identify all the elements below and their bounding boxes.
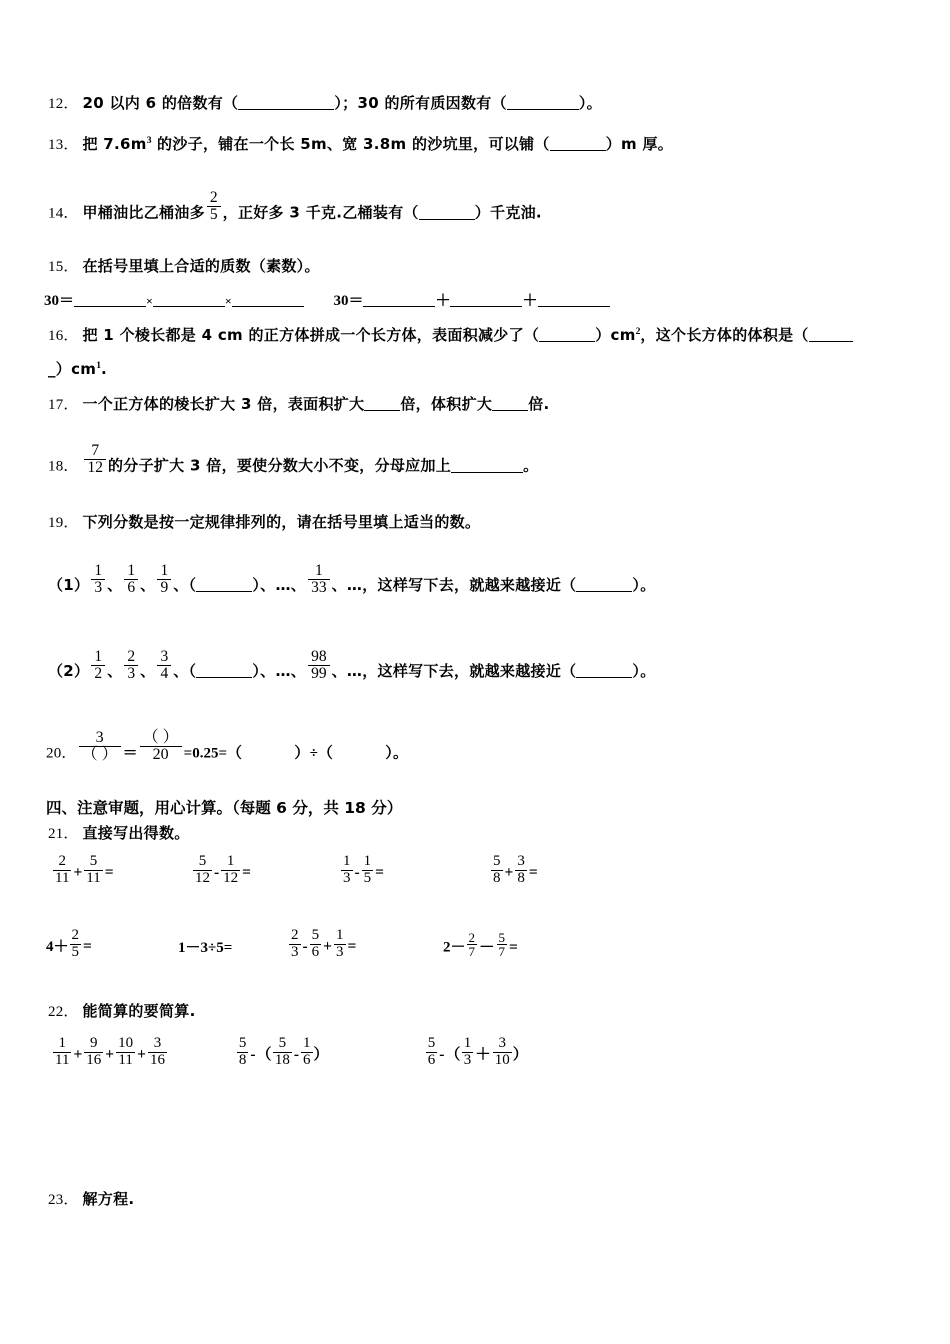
question-13 (48, 133, 673, 157)
question-21-item-7 (288, 927, 443, 962)
question-14-text-c: ）千克油. (474, 203, 542, 222)
paren-open: （ (445, 1044, 461, 1063)
paren-close: ） (512, 1044, 529, 1063)
question-16-superscript-2: 1 (96, 359, 102, 371)
denominator: 16 (149, 1051, 165, 1068)
numerator: 5 (493, 853, 501, 870)
equals: = (528, 863, 538, 881)
sep-2: 、 (140, 575, 156, 594)
lead-term: 2－ (443, 939, 466, 956)
paren-open: （ (256, 1044, 272, 1063)
numerator: 5 (84, 854, 102, 871)
denominator: 7 (498, 944, 506, 960)
numerator: 2 (468, 929, 476, 945)
question-19-sub-1 (48, 563, 656, 597)
term-denominator: 3 (94, 578, 103, 596)
question-19-sub-2-term-2 (124, 649, 138, 681)
question-17-blank-1[interactable] (364, 395, 400, 411)
term-4 (148, 1036, 167, 1068)
question-13-number: 13． (48, 137, 79, 153)
question-14-blank-1[interactable] (419, 204, 475, 220)
question-21-item-6 (178, 936, 288, 957)
numerator: 3 (493, 1036, 512, 1053)
question-15-eq1-op-2: × (224, 294, 232, 308)
ellipsis-1: … (275, 661, 291, 680)
sep-1: 、 (107, 661, 123, 680)
question-20-fraction-1-denominator: （ ） (81, 746, 118, 763)
term-denominator: 33 (311, 578, 327, 596)
numerator: 1 (463, 1035, 472, 1052)
equals: = (375, 863, 385, 881)
question-21-title: 直接写出得数。 (82, 824, 190, 842)
denominator: 11 (86, 869, 101, 886)
question-12 (48, 92, 602, 116)
operator: + (73, 863, 83, 881)
operand-b (497, 931, 508, 959)
denominator: 8 (517, 869, 525, 886)
question-23 (48, 1188, 134, 1212)
question-20-paren-a-close: ） (294, 743, 310, 762)
question-20-period: 。 (393, 743, 409, 762)
numerator: 2 (53, 854, 71, 871)
denominator: 7 (468, 944, 476, 960)
question-14 (48, 190, 542, 225)
term-1 (53, 1036, 71, 1068)
question-19-sub-2-term-3 (157, 649, 171, 681)
question-16-text-a: 把 1 个棱长都是 4 cm 的正方体拼成一个长方体，表面积减少了（ (82, 326, 540, 344)
question-17-text-b: 倍，体积扩大 (400, 395, 493, 413)
question-19-sub-2-blank-2[interactable] (576, 662, 632, 678)
question-20-fraction-2 (140, 730, 182, 763)
question-19-sub-2-blank-1[interactable] (196, 662, 252, 678)
operand-a (237, 1036, 249, 1068)
term-denominator: 4 (160, 664, 169, 682)
operator-2: + (323, 937, 333, 955)
lead-term: 4＋ (46, 938, 69, 955)
term-denominator: 3 (127, 664, 136, 682)
question-12-blank-1[interactable] (238, 94, 334, 110)
numerator: 5 (498, 929, 506, 945)
question-16-line2 (48, 358, 107, 381)
question-21-row-2 (46, 927, 519, 962)
question-20-fraction-1 (79, 730, 121, 763)
sep-2: 、 (140, 661, 156, 680)
term-numerator: 98 (308, 649, 330, 666)
question-19-sub-2-term-1 (91, 649, 105, 681)
question-21-row-1 (52, 853, 539, 888)
question-21 (48, 822, 190, 846)
denominator: 18 (274, 1051, 290, 1068)
term-numerator: 1 (157, 563, 171, 580)
operand-a (491, 854, 503, 886)
question-19-sub-1-label: （1） (48, 575, 90, 594)
operator: - (354, 863, 360, 881)
sep-3: 、 (173, 575, 189, 594)
operand-a (53, 854, 71, 886)
question-16-text-b: ）cm (595, 326, 636, 344)
question-19-sub-2 (48, 649, 656, 683)
question-14-fraction (207, 190, 221, 222)
sep-3: 、 (173, 661, 189, 680)
question-19-sub-1-term-1 (91, 563, 105, 595)
operator-3: + (137, 1045, 146, 1063)
denominator: 5 (71, 943, 80, 960)
question-12-blank-2[interactable] (507, 94, 579, 110)
denominator: 11 (55, 1051, 70, 1068)
question-19-sub-2-tail-a: ，这样写下去，就越来越接近（ (362, 661, 577, 680)
question-16-line2-text-a: _）cm (48, 360, 97, 378)
term-numerator: 2 (124, 649, 138, 666)
question-19-text: 下列分数是按一定规律排列的，请在括号里填上适当的数。 (82, 513, 481, 531)
question-17-number: 17． (48, 397, 79, 413)
denominator: 6 (427, 1051, 436, 1068)
denominator: 11 (118, 1051, 133, 1068)
question-16 (48, 324, 853, 348)
operator: - (214, 863, 220, 881)
question-20-paren-b-open: （ (317, 743, 334, 762)
numerator: 3 (517, 853, 525, 870)
operand-b (310, 928, 322, 960)
question-13-blank-1[interactable] (550, 135, 606, 151)
paren-close-1: ） (252, 575, 261, 594)
question-16-superscript-1: 2 (635, 325, 641, 337)
operand-c (301, 1036, 313, 1068)
question-22-row (52, 1035, 529, 1070)
question-14-text-a: 甲桶油比乙桶油多 (82, 203, 205, 222)
operator-1: - (302, 937, 308, 955)
question-19-sub-1-term-3 (157, 563, 171, 595)
question-13-text-a: 把 7.6m (82, 135, 147, 153)
operand-a (70, 928, 82, 960)
denominator: 6 (303, 1051, 311, 1068)
operator-2: + (105, 1045, 115, 1063)
question-14-fraction-denominator: 5 (209, 205, 218, 223)
term-numerator: 1 (91, 649, 105, 666)
numerator: 5 (193, 854, 212, 871)
question-12-text-c: ）。 (578, 94, 602, 112)
term-denominator: 99 (311, 664, 327, 682)
question-14-text-b: ，正好多 3 千克.乙桶装有（ (222, 203, 419, 222)
sep-5: 、 (290, 575, 307, 594)
term-numerator: 3 (157, 649, 171, 666)
question-15-eq2-op-1: ＋ (435, 293, 451, 309)
term-numerator: 1 (91, 563, 105, 580)
question-20-fraction-2-denominator: 20 (152, 746, 169, 763)
question-20-divide-sign: ÷ (309, 745, 318, 762)
question-15-eq1-blank-2[interactable] (153, 291, 225, 307)
operand-b (84, 854, 102, 886)
inner-operator: ＋ (475, 1045, 491, 1063)
inner-operator: - (293, 1045, 300, 1063)
question-22-item-1 (52, 1035, 232, 1070)
numerator: 9 (84, 1036, 103, 1053)
term-numerator: 1 (124, 563, 138, 580)
question-15-eq1-lhs: 30＝ (44, 293, 75, 309)
denominator: 3 (336, 943, 344, 960)
denominator: 10 (494, 1051, 510, 1068)
question-15 (48, 255, 320, 279)
equals: = (347, 937, 357, 955)
numerator: 5 (427, 1035, 436, 1052)
question-19-number: 19． (48, 515, 79, 531)
question-20-fraction-1-numerator: 3 (79, 730, 121, 747)
question-21-item-8 (443, 929, 519, 960)
sep-4: 、 (260, 575, 276, 594)
question-23-title: 解方程. (82, 1190, 135, 1208)
question-20-number: 20． (46, 745, 77, 762)
question-22-number: 22． (48, 1004, 79, 1020)
question-19-sub-1-term-2 (124, 563, 138, 595)
term-denominator: 2 (94, 664, 103, 682)
question-19-sub-2-label: （2） (48, 661, 90, 680)
paren-open-1: （ (188, 661, 197, 680)
question-12-number: 12． (48, 96, 79, 112)
operator: - (250, 1045, 256, 1063)
question-13-superscript: 3 (146, 134, 152, 146)
denominator: 6 (311, 943, 320, 960)
question-19-sub-1-tail-a: ，这样写下去，就越来越接近（ (362, 575, 577, 594)
question-15-eq2-blank-3[interactable] (538, 291, 610, 307)
question-21-item-1 (52, 853, 192, 888)
question-18-fraction (84, 443, 106, 475)
question-15-number: 15． (48, 259, 79, 275)
question-15-eq2-blank-2[interactable] (450, 291, 522, 307)
question-23-number: 23． (48, 1192, 79, 1208)
denominator: 11 (55, 869, 70, 886)
sep-6: 、 (331, 661, 347, 680)
term-3 (116, 1036, 135, 1068)
question-15-eq2-op-2: ＋ (522, 293, 538, 309)
question-16-line2-text-b: . (101, 360, 108, 378)
operand-b (515, 854, 527, 886)
question-12-text-a: 20 以内 6 的倍数有（ (82, 94, 239, 112)
equals: = (104, 863, 114, 881)
question-21-item-5 (46, 927, 178, 962)
question-21-item-4 (490, 853, 539, 888)
denominator: 5 (363, 869, 372, 886)
question-19-sub-2-term-late (308, 649, 330, 681)
question-15-eq2-lhs: 30＝ (333, 293, 364, 309)
numerator: 1 (53, 1036, 71, 1053)
operand-b (462, 1036, 474, 1068)
question-20-equals-2: =0.25= (183, 745, 228, 762)
operand-a (467, 931, 478, 959)
question-18-text-a: 的分子扩大 3 倍，要使分数大小不变，分母应加上 (107, 456, 452, 475)
question-15-text: 在括号里填上合适的质数（素数）。 (82, 257, 320, 275)
question-21-item-3 (340, 853, 490, 888)
question-15-eq1-op-1: × (146, 294, 153, 308)
question-15-equations (44, 289, 610, 313)
question-22-item-3 (425, 1035, 529, 1070)
section-four-heading-text: 四、注意审题，用心计算。（每题 6 分，共 18 分） (46, 799, 403, 817)
question-19-sub-2-tail-b: ）。 (632, 661, 656, 680)
denominator: 3 (343, 869, 351, 886)
question-20-fraction-2-numerator: （ ） (140, 730, 182, 747)
sep-4: 、 (260, 661, 276, 680)
question-21-item-2 (192, 853, 340, 888)
question-17-blank-2[interactable] (492, 395, 528, 411)
question-16-text-c: ，这个长方体的体积是（ (640, 326, 809, 344)
question-18-number: 18． (48, 458, 79, 475)
section-four-heading (46, 797, 402, 820)
operand-b (273, 1036, 292, 1068)
numerator: 5 (273, 1036, 292, 1053)
equals: = (83, 937, 92, 955)
question-14-fraction-numerator: 2 (207, 190, 221, 207)
question-17-text-a: 一个正方体的棱长扩大 3 倍，表面积扩大 (82, 395, 365, 413)
denominator: 16 (86, 1051, 102, 1068)
question-14-number: 14． (48, 205, 79, 222)
question-19-sub-1-blank-1[interactable] (196, 576, 252, 592)
question-19-sub-1-tail-b: ）。 (632, 575, 656, 594)
numerator: 10 (118, 1035, 134, 1052)
term-2 (84, 1036, 103, 1068)
ellipsis-2: … (346, 661, 363, 680)
numerator: 1 (363, 853, 372, 870)
term-denominator: 9 (160, 578, 169, 596)
operand-a (193, 854, 212, 886)
question-15-eq1-blank-1[interactable] (74, 291, 146, 307)
denominator: 8 (493, 869, 501, 886)
question-15-eq2-blank-1[interactable] (363, 291, 435, 307)
question-20-equals-1: ＝ (122, 745, 138, 762)
paren-open-1: （ (188, 575, 197, 594)
denominator: 12 (223, 869, 239, 886)
paren-close: ） (313, 1044, 329, 1063)
question-22-item-2 (236, 1035, 421, 1070)
question-19-sub-1-blank-2[interactable] (576, 576, 632, 592)
question-21-number: 21． (48, 826, 79, 842)
term-denominator: 6 (127, 578, 136, 596)
denominator: 3 (463, 1051, 472, 1068)
question-20-paren-a-open: （ (227, 743, 243, 762)
numerator: 3 (148, 1036, 167, 1053)
ellipsis-1: … (275, 575, 291, 594)
numerator: 2 (71, 927, 80, 944)
operator: － (479, 938, 495, 956)
ellipsis-2: … (346, 575, 363, 594)
question-18-fraction-denominator: 12 (87, 458, 103, 476)
numerator: 1 (221, 854, 240, 871)
question-22 (48, 1000, 196, 1024)
question-20 (46, 730, 408, 765)
numerator: 1 (343, 853, 351, 870)
question-15-eq1-blank-3[interactable] (232, 291, 304, 307)
sep-1: 、 (107, 575, 123, 594)
question-18-blank-1[interactable] (451, 457, 523, 473)
question-20-paren-b-close: ） (385, 743, 393, 762)
operand-a (341, 854, 353, 886)
denominator: 8 (238, 1051, 247, 1068)
question-17-text-c: 倍. (528, 395, 550, 413)
question-22-title: 能简算的要简算. (82, 1002, 196, 1020)
sep-6: 、 (331, 575, 347, 594)
operand-b (362, 854, 374, 886)
question-18-text-b: 。 (523, 456, 539, 475)
equals: = (242, 863, 252, 881)
denominator: 3 (291, 943, 299, 960)
operand-b (221, 854, 240, 886)
operand-c (493, 1036, 512, 1068)
operator: + (504, 863, 514, 881)
question-18-fraction-numerator: 7 (84, 443, 106, 460)
operand-a (426, 1036, 438, 1068)
sep-5: 、 (290, 661, 307, 680)
term-numerator: 1 (308, 563, 330, 580)
numerator: 1 (336, 927, 344, 944)
operator-1: + (73, 1045, 83, 1063)
numerator: 5 (238, 1035, 247, 1052)
question-13-text-b: 的沙子，铺在一个长 5m、宽 3.8m 的沙坑里，可以铺（ (151, 135, 550, 153)
question-16-blank-1[interactable] (539, 326, 595, 342)
numerator: 1 (303, 1035, 311, 1052)
denominator: 12 (195, 869, 210, 886)
numerator: 2 (291, 927, 299, 944)
operand-c (334, 928, 346, 960)
operator: - (439, 1045, 445, 1063)
paren-close-1: ） (252, 661, 261, 680)
question-17 (48, 393, 550, 417)
equals: = (509, 938, 518, 956)
numerator: 5 (311, 927, 320, 944)
question-19 (48, 511, 480, 535)
question-19-sub-1-term-late (308, 563, 330, 595)
question-16-number: 16． (48, 328, 79, 344)
question-12-text-b: ）；30 的所有质因数有（ (334, 94, 507, 112)
operand-a (289, 928, 301, 960)
question-16-blank-2[interactable] (809, 326, 853, 342)
question-13-text-c: ）m 厚。 (605, 135, 674, 153)
plain-expression: 1－3÷5= (178, 939, 233, 956)
question-18 (48, 443, 538, 478)
